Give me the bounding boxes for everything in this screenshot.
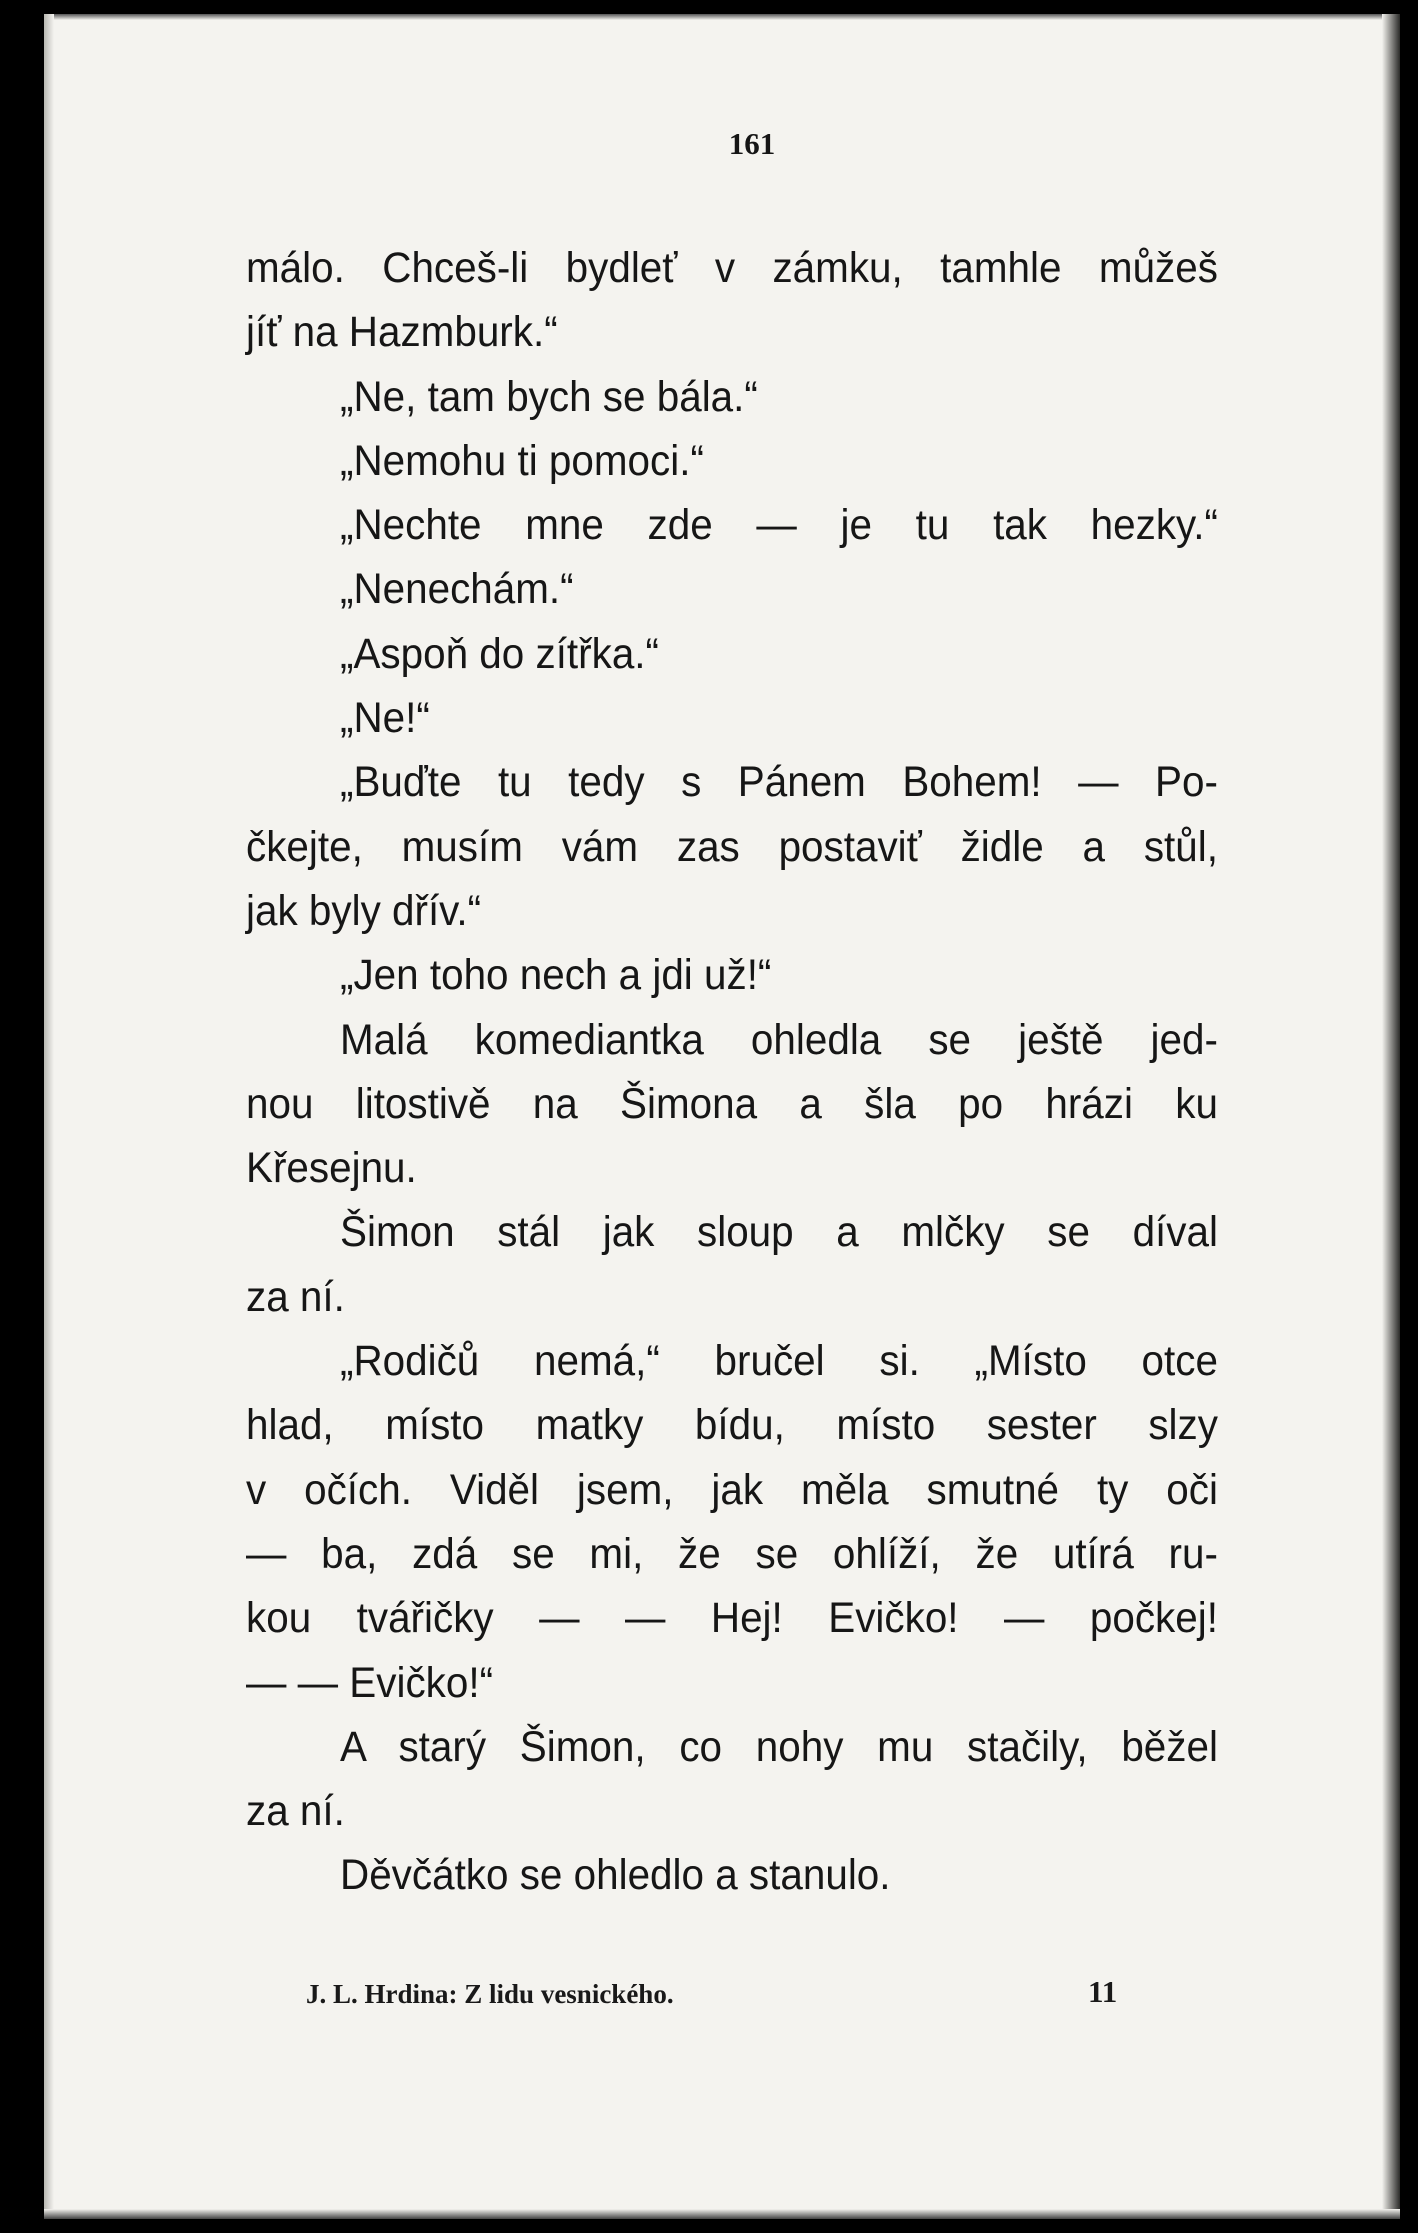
text-line: čkejte, musím vám zas postaviť židle a stůl, bbox=[246, 822, 1218, 871]
text-line: „Ne!“ bbox=[340, 694, 430, 743]
text-line: — — Evičko!“ bbox=[246, 1658, 494, 1707]
text-line: málo. Chceš-li bydleť v zámku, tamhle můžeš bbox=[246, 244, 1218, 292]
text-line: jak byly dřív.“ bbox=[246, 886, 482, 935]
text-line: „Aspoň do zítřka.“ bbox=[340, 629, 660, 678]
text-line: Děvčátko se ohledlo a stanulo. bbox=[340, 1851, 891, 1900]
book-page bbox=[44, 14, 1400, 2219]
text-line: „Nemohu ti pomoci.“ bbox=[340, 436, 704, 485]
text-line: za ní. bbox=[246, 1787, 345, 1836]
text-line: „Buďte tu tedy s Pánem Bohem! — Po- bbox=[340, 758, 1218, 807]
text-line: v očích. Viděl jsem, jak měla smutné ty oči bbox=[246, 1465, 1218, 1514]
text-line: kou tvářičky — — Hej! Evičko! — počkej! bbox=[246, 1594, 1218, 1643]
text-line: „Nenechám.“ bbox=[340, 565, 574, 614]
text-line: Šimon stál jak sloup a mlčky se díval bbox=[340, 1208, 1218, 1257]
text-line: „Rodičů nemá,“ bručel si. „Místo otce bbox=[340, 1337, 1218, 1386]
text-line: A starý Šimon, co nohy mu stačily, běžel bbox=[340, 1722, 1218, 1771]
page-top-shadow bbox=[44, 14, 1400, 20]
sheet-number: 11 bbox=[1088, 1974, 1118, 2009]
text-line: za ní. bbox=[246, 1272, 345, 1321]
text-line: Křesejnu. bbox=[246, 1144, 417, 1193]
page-right-shadow bbox=[1382, 14, 1400, 2219]
text-line: „Ne, tam bych se bála.“ bbox=[340, 372, 758, 421]
footer-signature: J. L. Hrdina: Z lidu vesnického. bbox=[306, 1979, 674, 2009]
text-line: — ba, zdá se mi, že se ohlíží, že utírá ru- bbox=[246, 1529, 1218, 1578]
text-line: jíť na Hazmburk.“ bbox=[246, 308, 558, 357]
page-number: 161 bbox=[728, 126, 776, 161]
text-line: hlad, místo matky bídu, místo sester slzy bbox=[246, 1401, 1218, 1450]
text-line: nou litostivě na Šimona a šla po hrázi ku bbox=[246, 1079, 1218, 1128]
text-line: „Nechte mne zde — je tu tak hezky.“ bbox=[340, 501, 1218, 550]
text-line: Malá komediantka ohledla se ještě jed- bbox=[340, 1015, 1218, 1064]
page-left-edge bbox=[44, 14, 54, 2219]
body-text bbox=[246, 236, 1218, 1908]
text-line: „Jen toho nech a jdi už!“ bbox=[340, 951, 772, 1000]
page-bottom-shadow bbox=[44, 2209, 1400, 2219]
